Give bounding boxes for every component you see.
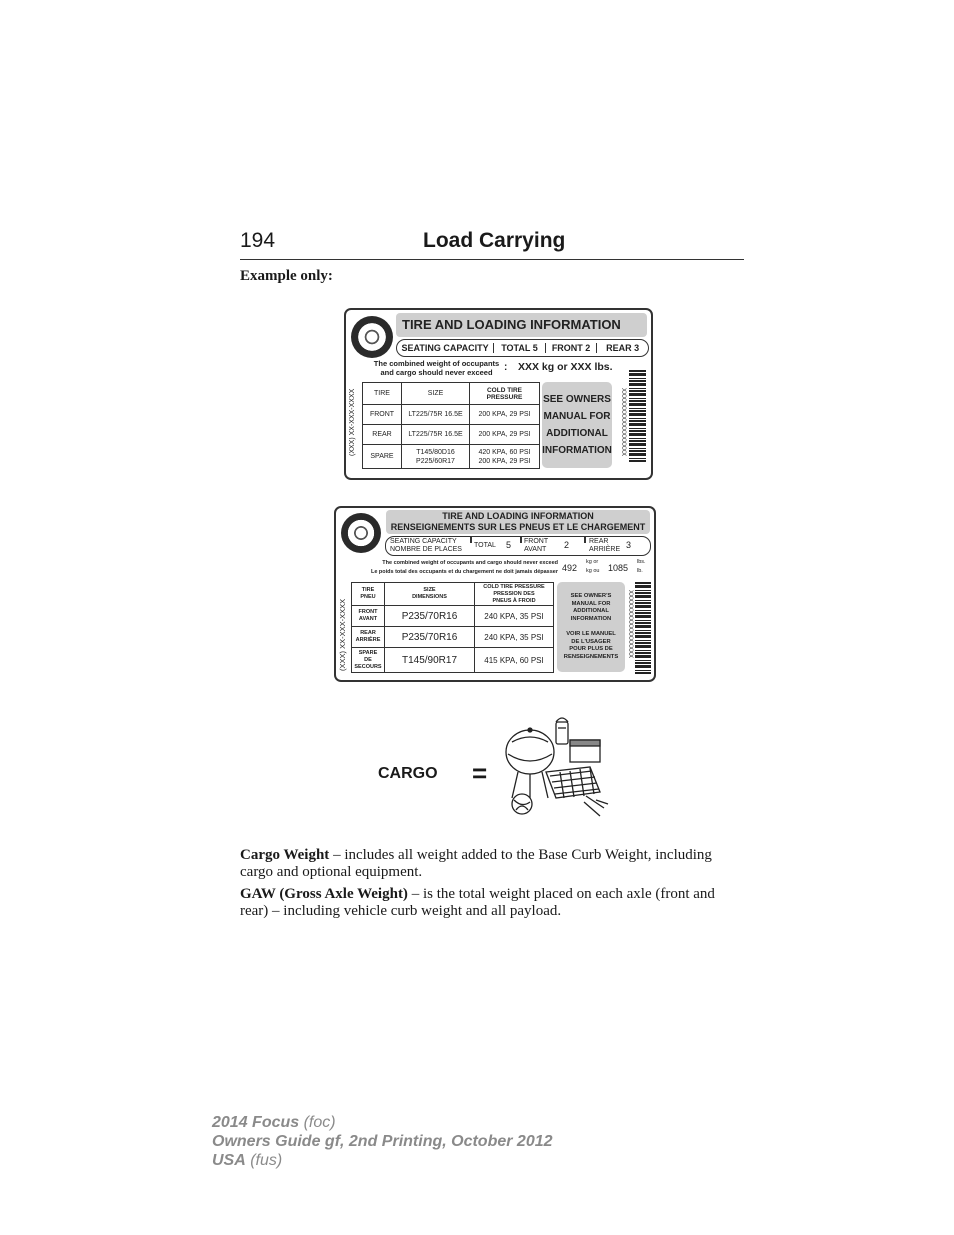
see-owners-box (542, 382, 612, 468)
rear-label-en: REAR (589, 538, 609, 545)
footer-market: USA (212, 1152, 246, 1169)
cargo-weight-text: – includes all weight added to the Base Curb Weight, including cargo and optional equipment. (240, 847, 712, 880)
psi-spare: 60 PSI (519, 655, 544, 665)
combined-line-2: and cargo should never exceed (380, 368, 493, 377)
cargo-illustration (500, 712, 610, 824)
right-part-code: XXXXXXXXXXXXXXXXX (620, 388, 626, 457)
gaw-paragraph (240, 886, 744, 920)
footer (212, 1113, 553, 1170)
front-label-en: FRONT (524, 538, 549, 545)
footer-line-1 (212, 1113, 553, 1132)
cargo-weight-term: Cargo Weight (240, 847, 330, 863)
size-spare: T145/80D16 P225/60R17 (402, 445, 470, 469)
label-title: TIRE AND LOADING INFORMATION (396, 313, 647, 337)
footer-line-2: Owners Guide gf, 2nd Printing, October 2012 (212, 1133, 553, 1150)
col-size: SIZE DIMENSIONS (385, 583, 475, 606)
cargo-word: CARGO (378, 765, 438, 782)
tire-spare: SPARE (363, 445, 402, 469)
col-tire: TIRE (363, 383, 402, 405)
tire-icon (351, 316, 393, 358)
size-front: P235/70R16 (385, 606, 475, 627)
pressure-rear: 200 KPA, 29 PSI (470, 425, 540, 445)
see-owners-line-4: INFORMATION (542, 445, 612, 456)
lb-unit (637, 558, 646, 576)
total-value: 5 (506, 540, 512, 550)
seating-capacity-row (385, 536, 651, 556)
psi-rear: 35 PSI (519, 632, 544, 642)
col-pressure: COLD TIRE PRESSURE (470, 383, 540, 405)
footer-line-3 (212, 1151, 553, 1170)
seating-label-fr: NOMBRE DE PLACES (390, 546, 462, 553)
barcode (635, 582, 651, 674)
tire-front: FRONT (363, 405, 402, 425)
lb-unit-en: lbs. (637, 559, 646, 565)
combined-en: The combined weight of occupants and cargo should never exceed (382, 560, 558, 566)
seating-front: FRONT 2 (545, 343, 597, 353)
tire-table (362, 382, 540, 469)
size-rear: P235/70R16 (385, 627, 475, 648)
tire-table (351, 582, 554, 673)
size-front: LT225/75R 16.5E (402, 405, 470, 425)
pressure-front (475, 606, 554, 627)
seating-total: TOTAL 5 (493, 343, 545, 353)
lb-value: 1085 (608, 563, 629, 573)
gaw-term: GAW (Gross Axle Weight) (240, 886, 408, 902)
tire-rear: REAR ARRIÈRE (352, 627, 385, 648)
see-owners-box (557, 582, 625, 672)
combined-colon: : (504, 362, 508, 373)
col-tire: TIRE PNEU (352, 583, 385, 606)
kpa-rear: 240 KPA, (484, 632, 518, 642)
size-rear: LT225/75R 16.5E (402, 425, 470, 445)
tire-spare: SPARE DE SECOURS (352, 648, 385, 673)
col-pressure: COLD TIRE PRESSURE PRESSION DES PNEUS À FROID (475, 583, 554, 606)
barcode (629, 370, 646, 462)
kg-unit (586, 558, 599, 576)
combined-line-1: The combined weight of occupants (373, 359, 500, 368)
tire-rear: REAR (363, 425, 402, 445)
kg-unit-fr: kg ou (586, 568, 600, 574)
pressure-rear (475, 627, 554, 648)
see-owners-fr: VOIR LE MANUEL DE L'USAGER POUR PLUS DE RENSEIGNEMENTS (563, 631, 619, 660)
seating-rear: REAR 3 (596, 343, 648, 353)
seating-label-en: SEATING CAPACITY (390, 538, 457, 545)
tire-label-english (344, 308, 653, 480)
tire-label-bilingual (334, 506, 656, 682)
page-number: 194 (240, 229, 276, 252)
lb-unit-fr: lb. (637, 568, 643, 574)
see-owners-en: SEE OWNER'S MANUAL FOR ADDITIONAL INFORMATION (570, 593, 612, 622)
equals-sign: = (472, 758, 488, 788)
rear-label (589, 538, 620, 554)
example-label: Example only: (240, 268, 333, 284)
label-title-fr: RENSEIGNEMENTS SUR LES PNEUS ET LE CHARGEMENT (390, 522, 646, 532)
cargo-weight-paragraph (240, 847, 744, 881)
kpa-front: 240 KPA, (484, 611, 518, 621)
front-value: 2 (564, 540, 570, 550)
kpa-spare: 415 KPA, (484, 655, 518, 665)
seating-capacity-label: SEATING CAPACITY (401, 343, 489, 353)
gaw-text: – is the total weight placed on each axle (front and rear) – including vehicle curb weight and all payload. (240, 886, 715, 919)
header-rule (240, 259, 744, 260)
combined-fr: Le poids total des occupants et du chargement ne doit jamais dépasser (370, 569, 558, 575)
front-label (524, 538, 548, 554)
kg-unit-en: kg or (586, 559, 599, 565)
seating-label (390, 538, 462, 554)
psi-front: 35 PSI (519, 611, 544, 621)
seating-capacity-row (396, 339, 649, 357)
right-part-code: XXXXXXXXXXXXXXXXX (627, 590, 633, 659)
size-spare: T145/90R17 (385, 648, 475, 673)
section-title: Load Carrying (423, 229, 566, 252)
front-label-fr: AVANT (524, 546, 547, 553)
rear-label-fr: ARRIÈRE (589, 546, 621, 553)
see-owners-line-2: MANUAL FOR (543, 411, 611, 422)
rear-value: 3 (626, 540, 632, 550)
footer-model-code: (foc) (299, 1114, 336, 1131)
tire-front: FRONT AVANT (352, 606, 385, 627)
pressure-front: 200 KPA, 29 PSI (470, 405, 540, 425)
footer-model: 2014 Focus (212, 1114, 300, 1131)
total-label: TOTAL (474, 542, 496, 549)
kg-value: 492 (562, 563, 578, 573)
pressure-spare (475, 648, 554, 673)
combined-weight-text (352, 559, 558, 577)
tire-icon (341, 513, 381, 553)
col-size: SIZE (402, 383, 470, 405)
pressure-spare: 420 KPA, 60 PSI 200 KPA, 29 PSI (470, 445, 540, 469)
footer-market-code: (fus) (245, 1152, 283, 1169)
see-owners-line-1: SEE OWNERS (543, 394, 611, 405)
combined-weight-text (364, 359, 509, 377)
max-weight-value: XXX kg or XXX lbs. (518, 361, 613, 373)
see-owners-line-3: ADDITIONAL (546, 428, 608, 439)
left-part-code: (XXX) XX-XXX-XXXX (349, 388, 356, 456)
left-part-code: (XXX) XX-XXX-XXXX (338, 598, 347, 671)
label-title-en: TIRE AND LOADING INFORMATION (442, 511, 594, 521)
label-title (386, 510, 650, 534)
